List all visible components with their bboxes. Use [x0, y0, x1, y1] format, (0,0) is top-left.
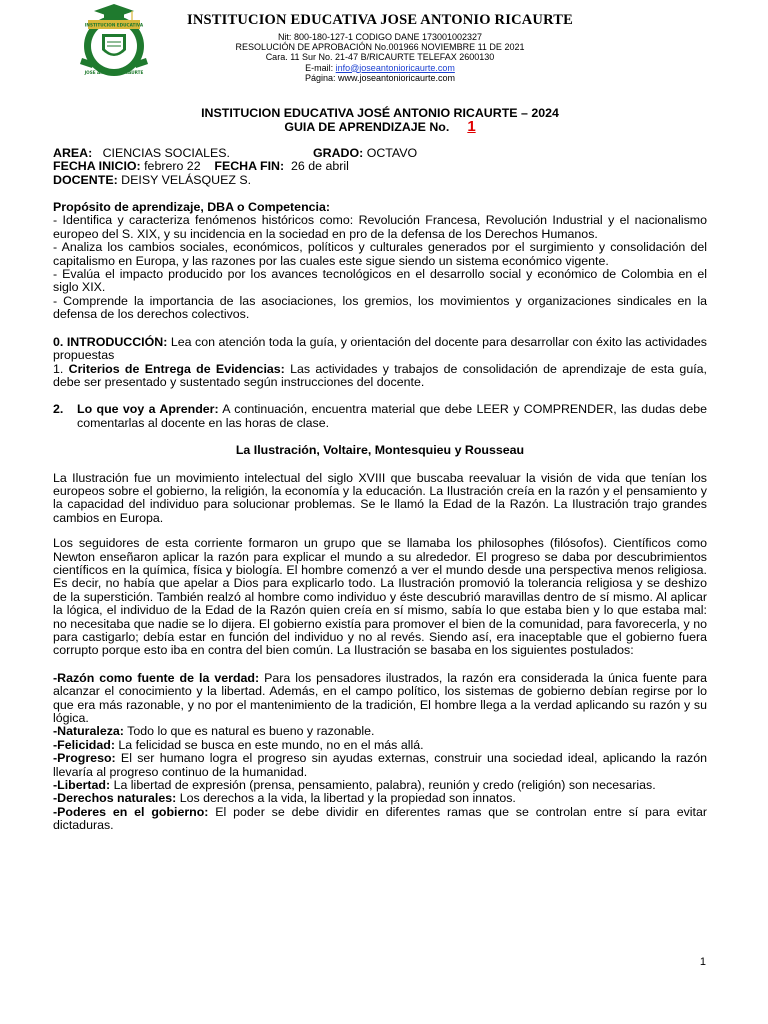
document-body	[53, 107, 707, 833]
purpose-item: - Evalúa el impacto producido por los avances tecnológicos en el desarrollo social y económico de Colombia en el siglo XIX.	[53, 267, 707, 295]
criteria-text: Las actividades y trabajos de consolidación de aprendizaje de esta guía, debe ser presentado y sustentado según instrucciones del docente.	[53, 361, 707, 389]
guide-number-label: GUIA DE APRENDIZAJE No.	[284, 120, 450, 135]
purpose-item: - Analiza los cambios sociales, económicos, políticos y culturales generados por el surgimiento y consolidación del capitalismo en Europa, y las razones por las cuales este sigue siendo un sistema económico vigente.	[53, 240, 707, 268]
docente-value: DEISY VELÁSQUEZ S.	[121, 172, 252, 187]
intro-text: Lea con atención toda la guía, y orientación del docente para desarrollar con éxito las actividades propuestas	[53, 334, 707, 363]
paragraph: La Ilustración fue un movimiento intelectual del siglo XVIII que buscaba reevaluar la visión de vida que tenían los europeos sobre el gobierno, la religión, la economía y la educación. La Ilustración creía en la razón y el pensamiento y la capacidad del individuo para solucionar problemas. Se le llamó la Edad de la Razón. La Ilustración trajo grandes cambios en Europa.	[53, 470, 707, 525]
introduction	[53, 336, 707, 363]
school-logo-icon	[74, 2, 154, 80]
course-meta	[53, 147, 707, 187]
section-heading: La Ilustración, Voltaire, Montesquieu y Rousseau	[235, 443, 525, 458]
guide-number: 1	[467, 118, 476, 136]
email-line	[170, 63, 590, 73]
learn-label: Lo que voy a Aprender:	[77, 402, 219, 417]
nit-line: Nit: 800-180-127-1 CODIGO DANE 173001002327	[277, 32, 483, 42]
paragraph: Los seguidores de esta corriente formaron un grupo que se llamaba los philosophes (filósofos). Científicos como Newton enseñaron aplicar la razón para explicar el mundo a su alrededor. El progreso se daba por descubrimientos científicos en la química, física y biología. El hombre comenzó a ver el mundo desde una perspectiva menos religiosa. Es decir, no había que apelar a Dios para explicarlo todo. La Ilustración promovió la tolerancia religiosa y se deshizo de la superstición. También realzó al hombre como individuo y éste descubrió maravillas dentro de sí mismo. Al aplicar la lógica, el individuo de la Edad de la Razón quien creía en sí mismo, sabía lo que estaba bien y lo que estaba mal: no necesitaba que nadie se lo dijera. El gobierno existía para promover el bien de la comunidad, para favorecerla, y no para castigarlo; debía estar en función del individuo y no al revés. Siendo así, era inaceptable que el gobierno fuera corrupto porque esto iba en contra del bien común. La Ilustración se basaba en los siguientes postulados:	[53, 536, 707, 658]
letterhead	[170, 12, 590, 83]
logo-text-top: INSTITUCION EDUCATIVA	[84, 22, 144, 28]
purpose-item: - Comprende la importancia de las asociaciones, los gremios, los movimientos y organizaciones sindicales en la defensa de los derechos colectivos.	[53, 293, 707, 322]
logo-text-bottom: JOSE ANTONIO RICAURTE	[84, 70, 144, 75]
purpose-item: - Identifica y caracteriza fenómenos históricos como: Revolución Francesa, Revolución Industrial y el nacionalismo europeo del S. XIX, y su incidencia en la sociedad en pro de la defensa de los Derechos Humanos.	[53, 213, 707, 241]
page-number: 1	[699, 956, 706, 968]
postulado-item: -Poderes en el gobierno: El poder se debe dividir en diferentes ramas que se controlan entre sí para evitar dictaduras.	[53, 804, 707, 833]
fecha-inicio-label: FECHA INICIO:	[53, 159, 141, 174]
resolution-line: RESOLUCIÓN DE APROBACIÓN No.001966 NOVIEMBRE 11 DE 2021	[235, 42, 525, 53]
postulado-item: -Felicidad: La felicidad se busca en este mundo, no en el más allá.	[53, 737, 424, 752]
guide-subtitle	[53, 120, 707, 134]
postulado-item: -Progreso: El ser humano logra el progreso sin ayudas externas, construir una sociedad ideal, aplicando la razón llevaría al progreso continuo de la humanidad.	[53, 751, 707, 779]
area-label: AREA:	[53, 145, 93, 160]
website-line: Página: www.joseantonioricaurte.com	[304, 72, 456, 83]
criteria: 1. Criterios de Entrega de Evidencias: Las actividades y trabajos de consolidación de aprendizaje de esta guía, debe ser presentado y sustentado según instrucciones del docente.	[53, 361, 707, 389]
intro-label: 0. INTRODUCCIÓN:	[53, 334, 168, 349]
fecha-inicio-value: febrero 22	[144, 159, 201, 174]
learn-text: A continuación, encuentra material que debe LEER y COMPRENDER, las dudas debe comentarlas al docente en las horas de clase.	[77, 402, 707, 430]
school-name: INSTITUCION EDUCATIVA JOSE ANTONIO RICAURTE	[187, 12, 573, 28]
grado-value: OCTAVO	[366, 145, 418, 160]
postulado-item: -Naturaleza: Todo lo que es natural es bueno y razonable.	[53, 724, 375, 739]
criteria-label: Criterios de Entrega de Evidencias:	[68, 361, 285, 376]
fecha-fin-value: 26 de abril	[291, 159, 349, 174]
email-link[interactable]: info@joseantonioricaurte.com	[335, 62, 455, 73]
postulado-item: -Libertad: La libertad de expresión (prensa, pensamiento, palabra), reunión y credo (religión) son necesarias.	[53, 778, 656, 793]
address-line: Cara. 11 Sur No. 21-47 B/RICAURTE TELEFAX 2600130	[265, 52, 495, 63]
postulado-item: -Razón como fuente de la verdad: Para los pensadores ilustrados, la razón era considerada la única fuente para alcanzar el conocimiento y la libertad. Además, en el campo político, los sistemas de gobierno debían regirse por lo que era más razonable, y no por el mantenimiento de la tradición, El hombre llega a la verdad aplicando su razón y su lógica.	[53, 670, 707, 726]
purpose-heading: Propósito de aprendizaje, DBA o Competencia:	[53, 200, 330, 215]
learn-item: 2. Lo que voy a Aprender: A continuación, encuentra material que debe LEER y COMPRENDER, las dudas debe comentarlas al docente en las horas de clase.	[53, 402, 707, 430]
fecha-fin-label: FECHA FIN:	[214, 159, 285, 174]
guide-title: INSTITUCION EDUCATIVA JOSÉ ANTONIO RICAURTE – 2024	[201, 106, 559, 120]
docente-label: DOCENTE:	[53, 172, 118, 187]
area-value: CIENCIAS SOCIALES.	[102, 145, 230, 160]
email-label: E-mail:	[305, 62, 336, 73]
grado-label: GRADO:	[313, 145, 364, 160]
postulado-item: -Derechos naturales: Los derechos a la vida, la libertad y la propiedad son innatos.	[53, 791, 516, 806]
